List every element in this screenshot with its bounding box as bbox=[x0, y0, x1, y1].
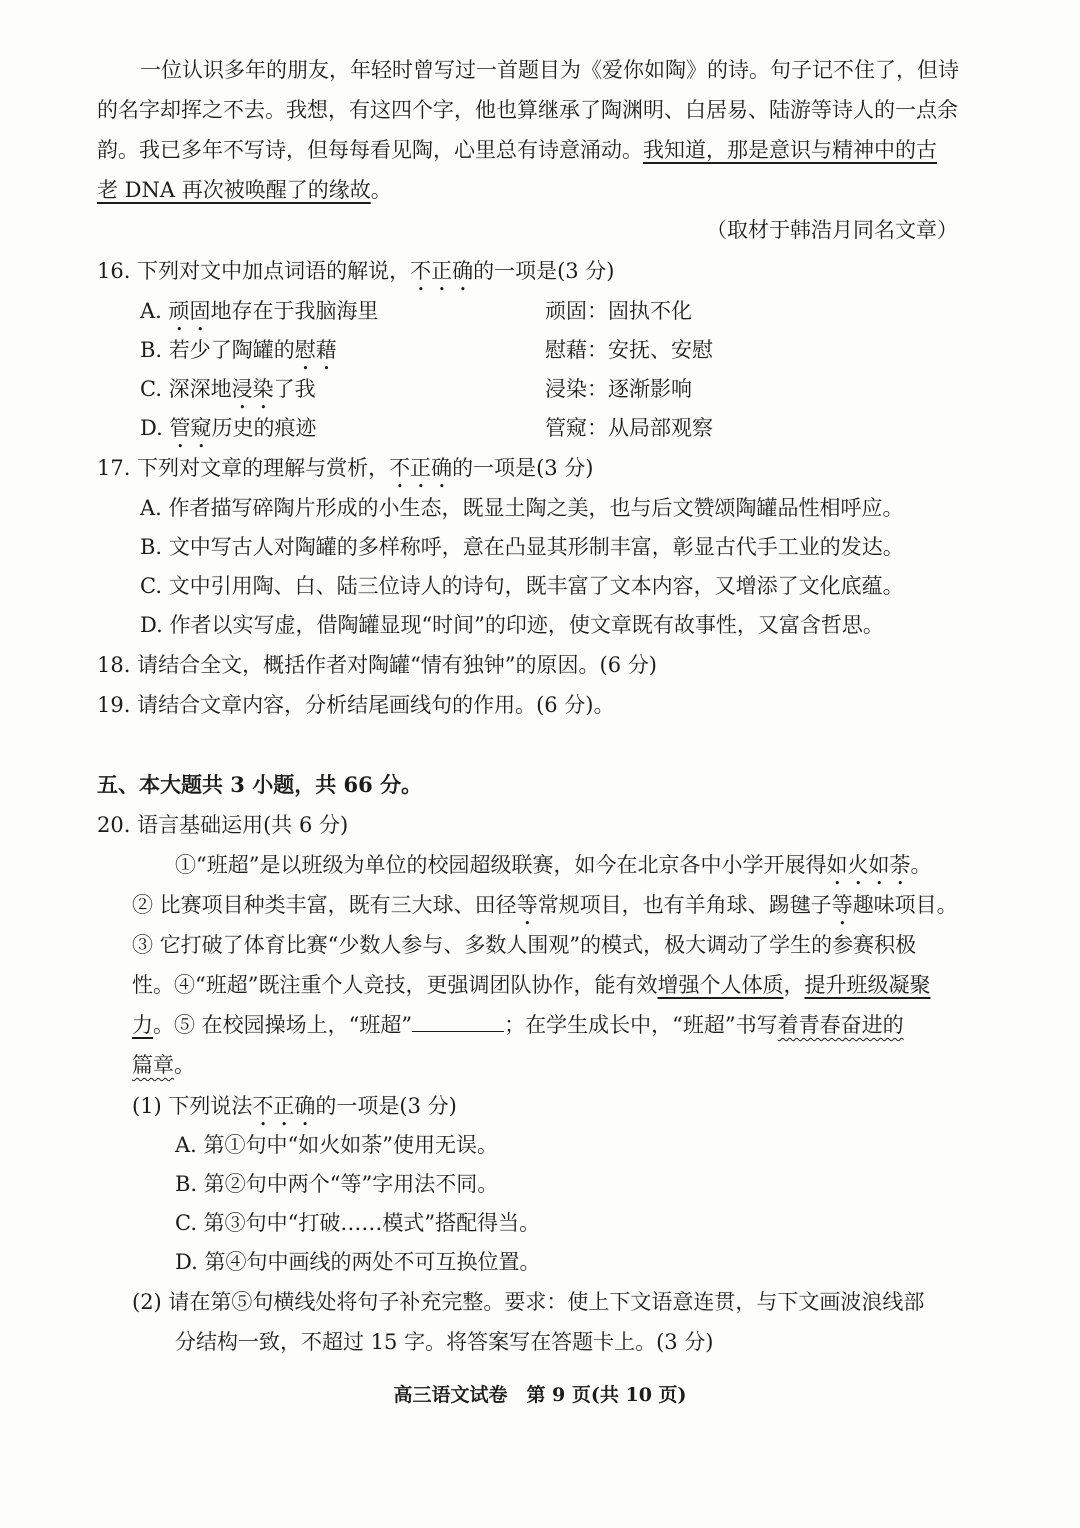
q20-sub1-option-a: A. 第①句中“如火如荼”使用无误。 bbox=[175, 1133, 498, 1157]
q16-option-a: A. 顽固地存在于我脑海里 顽固：固执不化 bbox=[140, 296, 1010, 336]
q16-option-d: D. 管窥历史的痕迹 管窥：从局部观察 bbox=[140, 413, 1010, 453]
underline-phrase-2: 提升班级凝聚 bbox=[804, 973, 931, 997]
wavy-phrase: 着青春奋进的 bbox=[777, 1013, 904, 1037]
q20-sub1-option-d: D. 第④句中画线的两处不可互换位置。 bbox=[175, 1250, 541, 1274]
q20-paragraph-5: 力。⑤ 在校园操场上，“班超” ；在学生成长中，“班超”书写着青春奋进的 bbox=[132, 1013, 904, 1037]
underlined-sentence-end: 老 DNA 再次被唤醒了的缘故 bbox=[97, 178, 371, 202]
q20-paragraph-3: ③ 它打破了体育比赛“少数人参与、多数人围观”的模式，极大调动了学生的参赛积极 bbox=[132, 933, 917, 957]
q18: 18. 请结合全文，概括作者对陶罐“情有独钟”的原因。(6 分) bbox=[97, 653, 657, 677]
q20-paragraph-1: ①“班超”是以班级为单位的校园超级联赛，如今在北京各中小学开展得如火如荼。 bbox=[175, 853, 932, 877]
q17-option-d: D. 作者以实写虚，借陶罐显现“时间”的印迹，使文章既有故事性，又富含哲思。 bbox=[140, 613, 884, 637]
q16-gloss-c: 浸染：逐渐影响 bbox=[545, 377, 692, 401]
q16-option-b: B. 若少了陶罐的慰藉 慰藉：安抚、安慰 bbox=[140, 335, 1010, 375]
q20-sub1-option-c: C. 第③句中“打破……模式”搭配得当。 bbox=[175, 1211, 541, 1235]
q16-gloss-a: 顽固：固执不化 bbox=[545, 299, 692, 323]
page-footer: 高三语文试卷 第 9 页(共 10 页) bbox=[393, 1384, 687, 1406]
underlined-sentence: 我知道，那是意识与精神中的古 bbox=[643, 138, 937, 162]
answer-blank bbox=[412, 1011, 504, 1032]
passage-line-1: 一位认识多年的朋友，年轻时曾写过一首题目为《爱你如陶》的诗。句子记不住了，但诗 bbox=[140, 58, 959, 82]
passage-source: （取材于韩浩月同名文章） bbox=[706, 218, 958, 242]
q17-stem: 17. 下列对文章的理解与赏析，不正确的一项是(3 分) bbox=[97, 456, 594, 480]
q17-option-a: A. 作者描写碎陶片形成的小生态，既显土陶之美，也与后文赞颂陶罐品性相呼应。 bbox=[140, 496, 904, 520]
q16-gloss-d: 管窥：从局部观察 bbox=[545, 416, 713, 440]
passage-line-2: 的名字却挥之不去。我想，有这四个字，他也算继承了陶渊明、白居易、陆游等诗人的一点余 bbox=[97, 98, 958, 122]
q16-stem: 16. 下列对文中加点词语的解说，不正确的一项是(3 分) bbox=[97, 259, 615, 283]
q16-option-c: C. 深深地浸染了我 浸染：逐渐影响 bbox=[140, 374, 1010, 414]
q20-sub2-line-1: (2) 请在第⑤句横线处将句子补充完整。要求：使上下文语意连贯，与下文画波浪线部 bbox=[132, 1290, 925, 1314]
q17-option-b: B. 文中写古人对陶罐的多样称呼，意在凸显其形制丰富，彰显古代手工业的发达。 bbox=[140, 535, 904, 559]
q19: 19. 请结合文章内容，分析结尾画线句的作用。(6 分)。 bbox=[97, 693, 615, 717]
section-5-heading: 五、本大题共 3 小题，共 66 分。 bbox=[97, 772, 423, 797]
passage-line-4: 老 DNA 再次被唤醒了的缘故。 bbox=[97, 178, 392, 202]
q16-gloss-b: 慰藉：安抚、安慰 bbox=[545, 338, 713, 362]
q20-sub2-line-2: 分结构一致，不超过 15 字。将答案写在答题卡上。(3 分) bbox=[175, 1330, 714, 1354]
q17-option-c: C. 文中引用陶、白、陆三位诗人的诗句，既丰富了文本内容，又增添了文化底蕴。 bbox=[140, 574, 904, 598]
q20-title: 20. 语言基础运用(共 6 分) bbox=[97, 813, 349, 837]
q20-paragraph-4: 性。④“班超”既注重个人竞技，更强调团队协作，能有效增强个人体质，提升班级凝聚 bbox=[132, 973, 931, 997]
q20-paragraph-6: 篇章。 bbox=[132, 1053, 195, 1077]
q20-paragraph-2: ② 比赛项目种类丰富，既有三大球、田径等常规项目，也有羊角球、踢毽子等趣味项目。 bbox=[132, 893, 958, 917]
q20-sub1-stem: (1) 下列说法不正确的一项是(3 分) bbox=[132, 1094, 457, 1118]
passage-line-3: 韵。我已多年不写诗，但每每看见陶，心里总有诗意涌动。我知道，那是意识与精神中的古 bbox=[97, 138, 937, 162]
underline-phrase-1: 增强个人体质 bbox=[657, 973, 784, 997]
q20-sub1-option-b: B. 第②句中两个“等”字用法不同。 bbox=[175, 1172, 499, 1196]
